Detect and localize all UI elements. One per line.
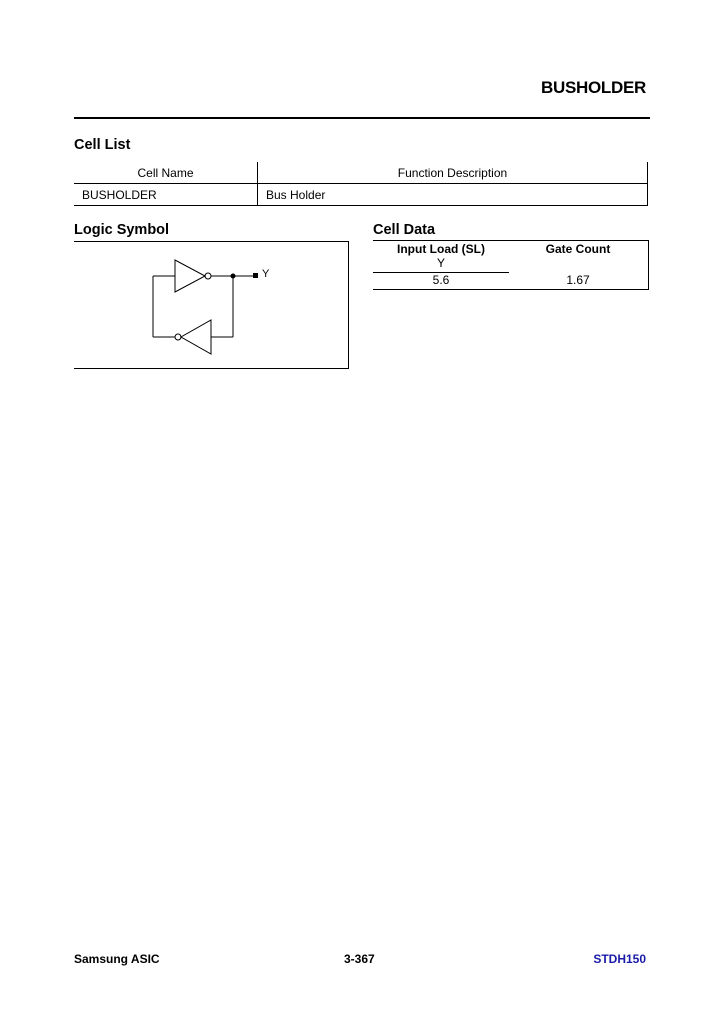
cell-data-heading: Cell Data	[373, 222, 436, 238]
logic-symbol-heading: Logic Symbol	[74, 222, 170, 238]
table-row	[74, 184, 648, 206]
footer-library-name: STDH150	[593, 952, 646, 966]
cell-name-value: BUSHOLDER	[74, 184, 258, 206]
cell-list-header-row	[74, 162, 648, 184]
cell-list-table	[74, 162, 648, 206]
feedback-inverter-icon	[181, 320, 211, 354]
footer-page-number: 3-367	[344, 952, 375, 966]
gate-count-value: 1.67	[566, 273, 590, 287]
input-load-value: 5.6	[432, 273, 450, 287]
input-pin-subheader: Y	[436, 256, 445, 270]
function-description-value: Bus Holder	[258, 184, 648, 206]
cell-data-table	[373, 240, 649, 290]
title-rule	[74, 117, 650, 119]
output-pin-marker	[253, 273, 258, 278]
column-header-cell-name: Cell Name	[74, 162, 258, 184]
output-pin-label: Y	[262, 268, 270, 280]
bus-holder-schematic	[74, 242, 349, 370]
junction-dot	[231, 274, 236, 279]
column-header-function-description: Function Description	[258, 162, 648, 184]
cell-list-heading: Cell List	[74, 137, 131, 153]
column-header-input-load: Input Load (SL)	[397, 242, 485, 256]
logic-symbol-box	[74, 241, 349, 369]
page-title: BUSHOLDER	[541, 78, 646, 97]
footer-company: Samsung ASIC	[74, 952, 160, 966]
forward-inverter-icon	[175, 260, 205, 292]
column-header-gate-count: Gate Count	[545, 242, 611, 256]
